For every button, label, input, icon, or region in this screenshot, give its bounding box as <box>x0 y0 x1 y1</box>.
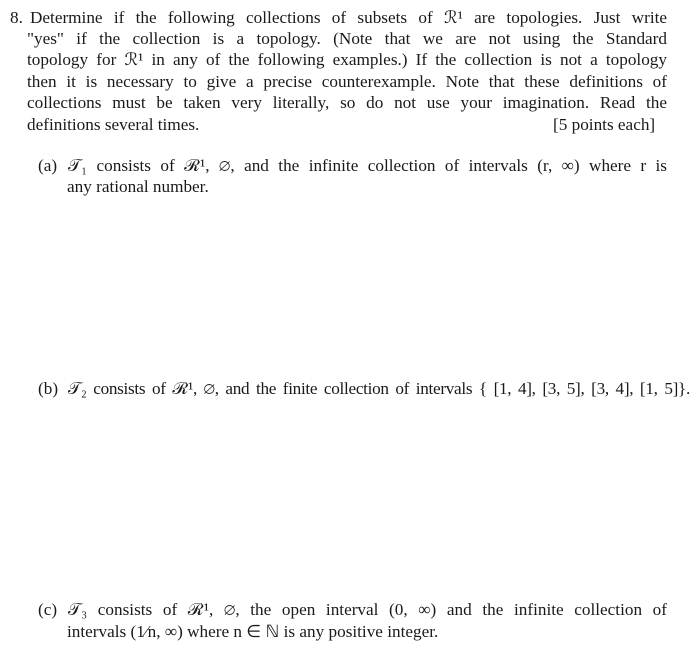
part-label: (a) <box>38 156 58 175</box>
problem-text-line: Determine if the following collections of subsets of ℛ¹ are topologies. Just write <box>30 8 667 27</box>
part-text-line: any rational number. <box>67 177 209 196</box>
problem-text-line: definitions several times. <box>27 115 200 134</box>
part-text-line: 𝒯₁ consists of ℛ¹, ∅, and the infinite collection of intervals (r, ∞) where r is <box>68 156 667 175</box>
problem-text-line: then it is necessary to give a precise counterexample. Note that these definitions of <box>27 72 667 91</box>
part-text-line: 𝒯₂ consists of ℛ¹, ∅, and the finite collection of intervals { [1, 4], [3, 5], [3, 4], [1, 5]}. <box>68 379 690 398</box>
points-note: [5 points each] <box>553 115 656 134</box>
part-text-line: intervals (1⁄n, ∞) where n ∈ ℕ is any positive integer. <box>67 622 439 641</box>
problem-text-line: "yes" if the collection is a topology. (Note that we are not using the Standard <box>27 29 667 48</box>
problem-text-line: collections must be taken very literally, so do not use your imagination. Read the <box>27 93 667 112</box>
problem-number: 8. <box>10 8 23 27</box>
part-text-line: 𝒯₃ consists of ℛ¹, ∅, the open interval (0, ∞) and the infinite collection of <box>68 600 667 619</box>
problem-text-line: topology for ℛ¹ in any of the following examples.) If the collection is not a topology <box>27 50 667 69</box>
part-label: (b) <box>38 379 59 398</box>
part-label: (c) <box>38 600 58 619</box>
